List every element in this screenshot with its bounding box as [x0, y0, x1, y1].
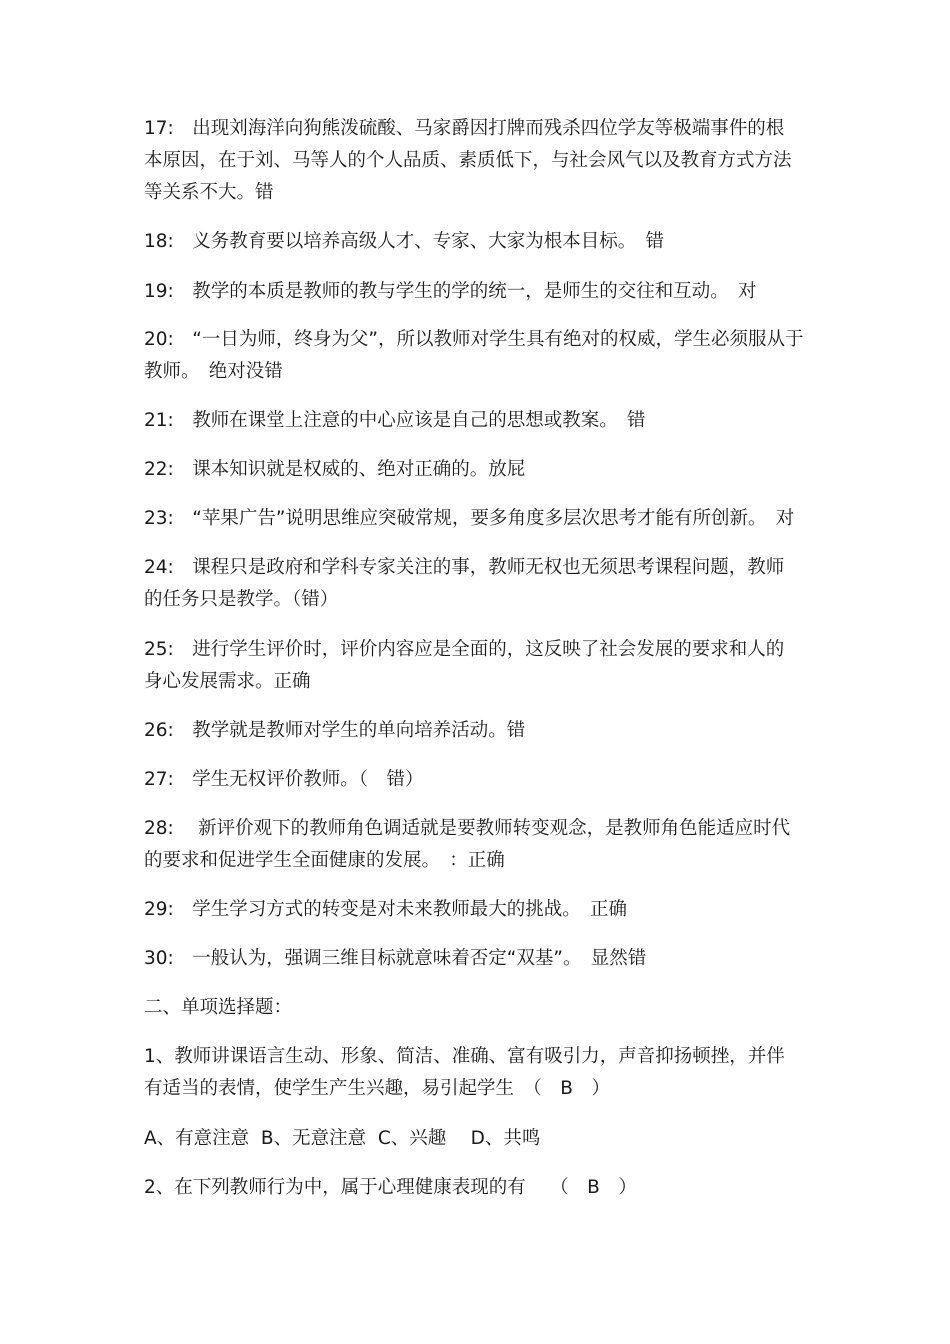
text-line: 教师。 绝对没错	[144, 361, 283, 382]
item-22	[144, 454, 812, 486]
text-line: 19: 教学的本质是教师的教与学生的学的统一，是师生的交往和互动。 对	[144, 281, 757, 302]
item-19	[144, 276, 812, 308]
text-line: 的任务只是教学。（错）	[144, 589, 339, 610]
item-28	[144, 813, 812, 877]
item-26	[144, 715, 812, 747]
text-line: 2、在下列教师行为中，属于心理健康表现的有 （ B ）	[144, 1177, 637, 1198]
question-2	[144, 1172, 812, 1204]
item-27	[144, 764, 812, 796]
text-line: A、有意注意 B、无意注意 C、兴趣 D、共鸣	[144, 1128, 541, 1149]
text-line: 17: 出现刘海洋向狗熊泼硫酸、马家爵因打牌而残杀四位学友等极端事件的根	[144, 118, 785, 139]
text-line: 本原因，在于刘、马等人的个人品质、素质低下，与社会风气以及教育方式方法	[144, 150, 792, 171]
text-line: 1、教师讲课语言生动、形象、简洁、准确、富有吸引力，声音抑扬顿挫，并伴	[144, 1046, 785, 1067]
item-17	[144, 113, 812, 209]
item-24	[144, 552, 812, 616]
text-line: 有适当的表情，使学生产生兴趣，易引起学生 （ B ）	[144, 1078, 610, 1099]
text-line: 身心发展需求。正确	[144, 671, 311, 692]
text-line: 20: “一日为师，终身为父”，所以教师对学生具有绝对的权威，学生必须服从于	[144, 329, 804, 350]
section-heading	[144, 992, 812, 1024]
text-line: 29: 学生学习方式的转变是对未来教师最大的挑战。 正确	[144, 899, 628, 920]
text-line: 30: 一般认为，强调三维目标就意味着否定“双基”。 显然错	[144, 948, 647, 969]
item-25	[144, 634, 812, 698]
text-line: 24: 课程只是政府和学科专家关注的事，教师无权也无须思考课程问题，教师	[144, 557, 785, 578]
text-line: 二、单项选择题：	[144, 997, 293, 1018]
text-line: 28: 新评价观下的教师角色调适就是要教师转变观念，是教师角色能适应时代	[144, 818, 791, 839]
item-18	[144, 226, 812, 258]
text-line: 27: 学生无权评价教师。（ 错）	[144, 769, 424, 790]
text-line: 25: 进行学生评价时，评价内容应是全面的，这反映了社会发展的要求和人的	[144, 639, 785, 660]
text-line: 23: “苹果广告”说明思维应突破常规，要多角度多层次思考才能有所创新。 对	[144, 508, 795, 529]
question-1-options	[144, 1123, 812, 1155]
item-21	[144, 405, 812, 437]
item-23	[144, 503, 812, 535]
text-line: 26: 教学就是教师对学生的单向培养活动。错	[144, 720, 526, 741]
text-line: 22: 课本知识就是权威的、绝对正确的。放屁	[144, 459, 526, 480]
text-line: 等关系不大。错	[144, 182, 274, 203]
item-20	[144, 324, 812, 388]
text-line: 的要求和促进学生全面健康的发展。 ：正确	[144, 850, 505, 871]
question-1	[144, 1041, 812, 1105]
item-30	[144, 943, 812, 975]
text-line: 18: 义务教育要以培养高级人才、专家、大家为根本目标。 错	[144, 231, 665, 252]
item-29	[144, 894, 812, 926]
text-line: 21: 教师在课堂上注意的中心应该是自己的思想或教案。 错	[144, 410, 646, 431]
